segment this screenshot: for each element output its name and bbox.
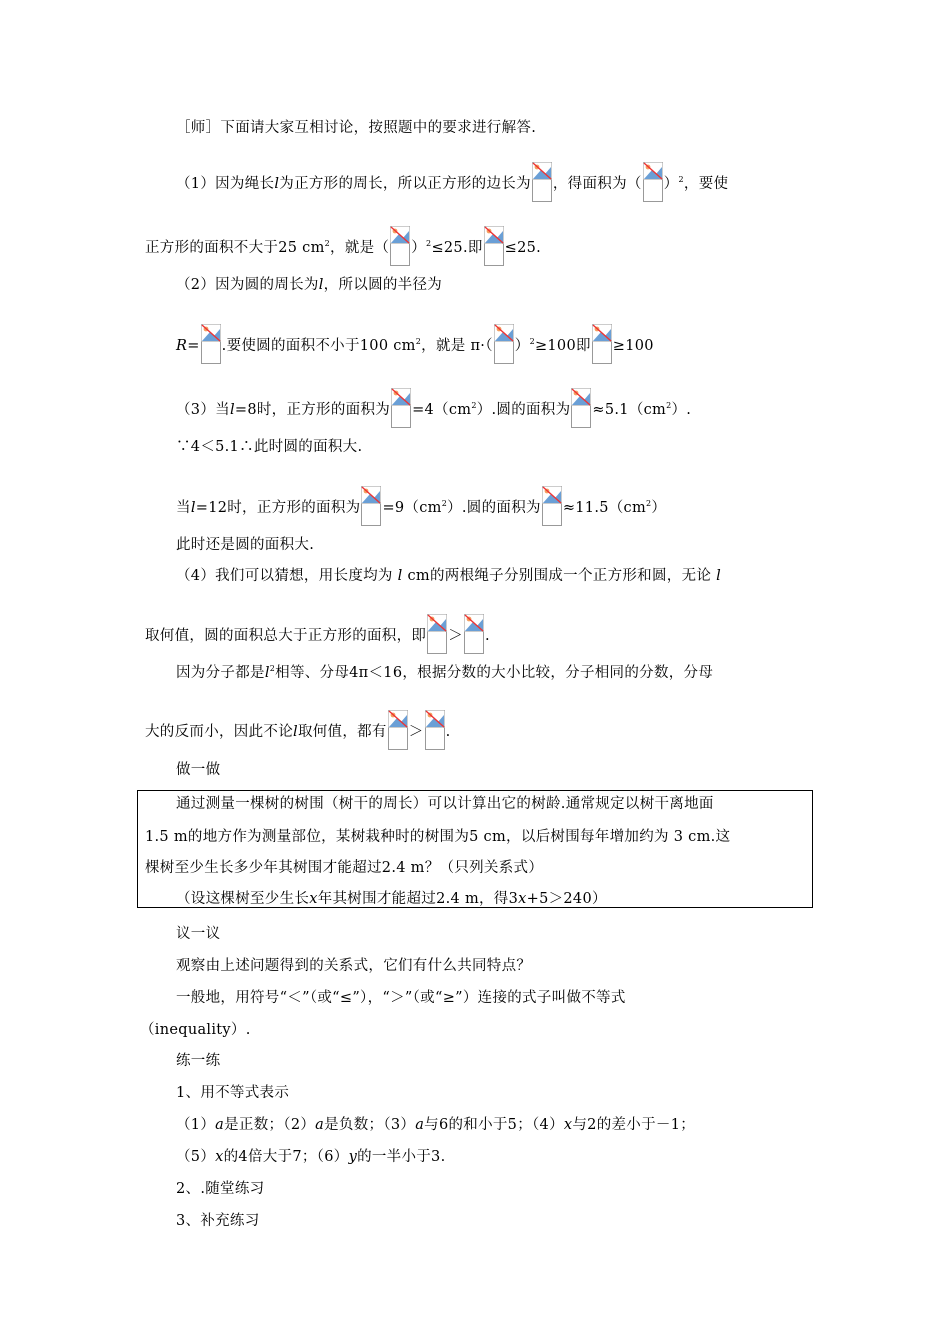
section-heading-discuss: 议一议 <box>176 926 221 942</box>
broken-image-icon <box>390 226 410 266</box>
section-heading-practice: 练一练 <box>176 1053 221 1069</box>
line-explanation-2: 大的反而小，因此不论l取何值，都有 ＞ . <box>145 710 450 750</box>
line-l12: 当l=12时，正方形的面积为 $=9(cm^2)$.圆的面积为 $\approx 11.5(cm^2)$ <box>176 486 666 526</box>
box-line-1: 通过测量一棵树的树围（树干的周长）可以计算出它的树龄.通常规定以树干离地面 <box>176 796 714 812</box>
section-heading-try: 做一做 <box>176 762 221 778</box>
exercise-1-title: 1、用不等式表示 <box>176 1085 290 1101</box>
broken-image-icon <box>494 324 514 364</box>
line-part1: （1）因为绳长l为正方形的周长，所以正方形的边长为 ，得面积为（ ）$^2$，要使 <box>176 162 728 202</box>
line-part2: （2）因为圆的周长为l，所以圆的半径为 <box>176 277 443 293</box>
broken-image-icon <box>425 710 445 750</box>
line-part4: （4）我们可以猜想，用长度均为 l cm的两根绳子分别围成一个正方形和圆，无论 l <box>176 568 722 584</box>
box-line-2: 1.5 m的地方作为测量部位，某树栽种时的树围为5 cm，以后树围每年增加约为 3 cm.这 <box>145 829 731 845</box>
line-explanation: 因为分子都是$l^2$相等、分母4π＜16，根据分数的大小比较，分子相同的分数，分母 <box>176 664 714 681</box>
exercise-2-title: 2、.随堂练习 <box>176 1181 265 1197</box>
box-line-answer: （设这棵树至少生长x年其树围才能超过2.4 m，得3x+5＞240） <box>176 891 607 907</box>
exercise-3-title: 3、补充练习 <box>176 1213 260 1229</box>
line-circle-radius: R= .要使圆的面积不小于100 $cm^2$，就是 π·（ ）$^2$≥100即 ≥100 <box>176 324 654 364</box>
exercise-1-items-a: （1）a是正数；（2）a是负数；（3）a与6的和小于5；（4）x与2的差小于－1； <box>176 1117 696 1133</box>
broken-image-icon <box>388 710 408 750</box>
broken-image-icon <box>643 162 663 202</box>
line-conclusion-2: 此时还是圆的面积大. <box>176 537 315 553</box>
broken-image-icon <box>592 324 612 364</box>
line-teacher-intro: ［师］下面请大家互相讨论，按照题中的要求进行解答. <box>176 120 537 136</box>
broken-image-icon <box>484 226 504 266</box>
line-square-area: 正方形的面积不大于25 $cm^2$，就是（ ）$^2$≤25.即 ≤25. <box>145 226 541 266</box>
line-question: 观察由上述问题得到的关系式，它们有什么共同特点？ <box>176 958 532 974</box>
box-line-3: 棵树至少生长多少年其树围才能超过2.4 m？（只列关系式） <box>145 860 544 876</box>
line-part3: （3）当l=8时，正方形的面积为 $=4(cm^2)$.圆的面积为 $\approx 5.1(cm^2)$. <box>176 388 691 428</box>
line-part4-conclusion: 取何值，圆的面积总大于正方形的面积，即 ＞ . <box>145 614 490 654</box>
broken-image-icon <box>542 486 562 526</box>
broken-image-icon <box>201 324 221 364</box>
line-conclusion-1: ∵4＜5.1∴此时圆的面积大. <box>176 439 363 455</box>
broken-image-icon <box>532 162 552 202</box>
line-definition: 一般地，用符号“＜”（或“≤”），“＞”（或“≥”）连接的式子叫做不等式 <box>176 990 626 1006</box>
line-definition-term: （inequality）. <box>140 1022 251 1038</box>
broken-image-icon <box>464 614 484 654</box>
broken-image-icon <box>361 486 381 526</box>
broken-image-icon <box>427 614 447 654</box>
exercise-1-items-b: （5）x的4倍大于7；（6）y的一半小于3. <box>176 1149 446 1165</box>
broken-image-icon <box>571 388 591 428</box>
broken-image-icon <box>391 388 411 428</box>
